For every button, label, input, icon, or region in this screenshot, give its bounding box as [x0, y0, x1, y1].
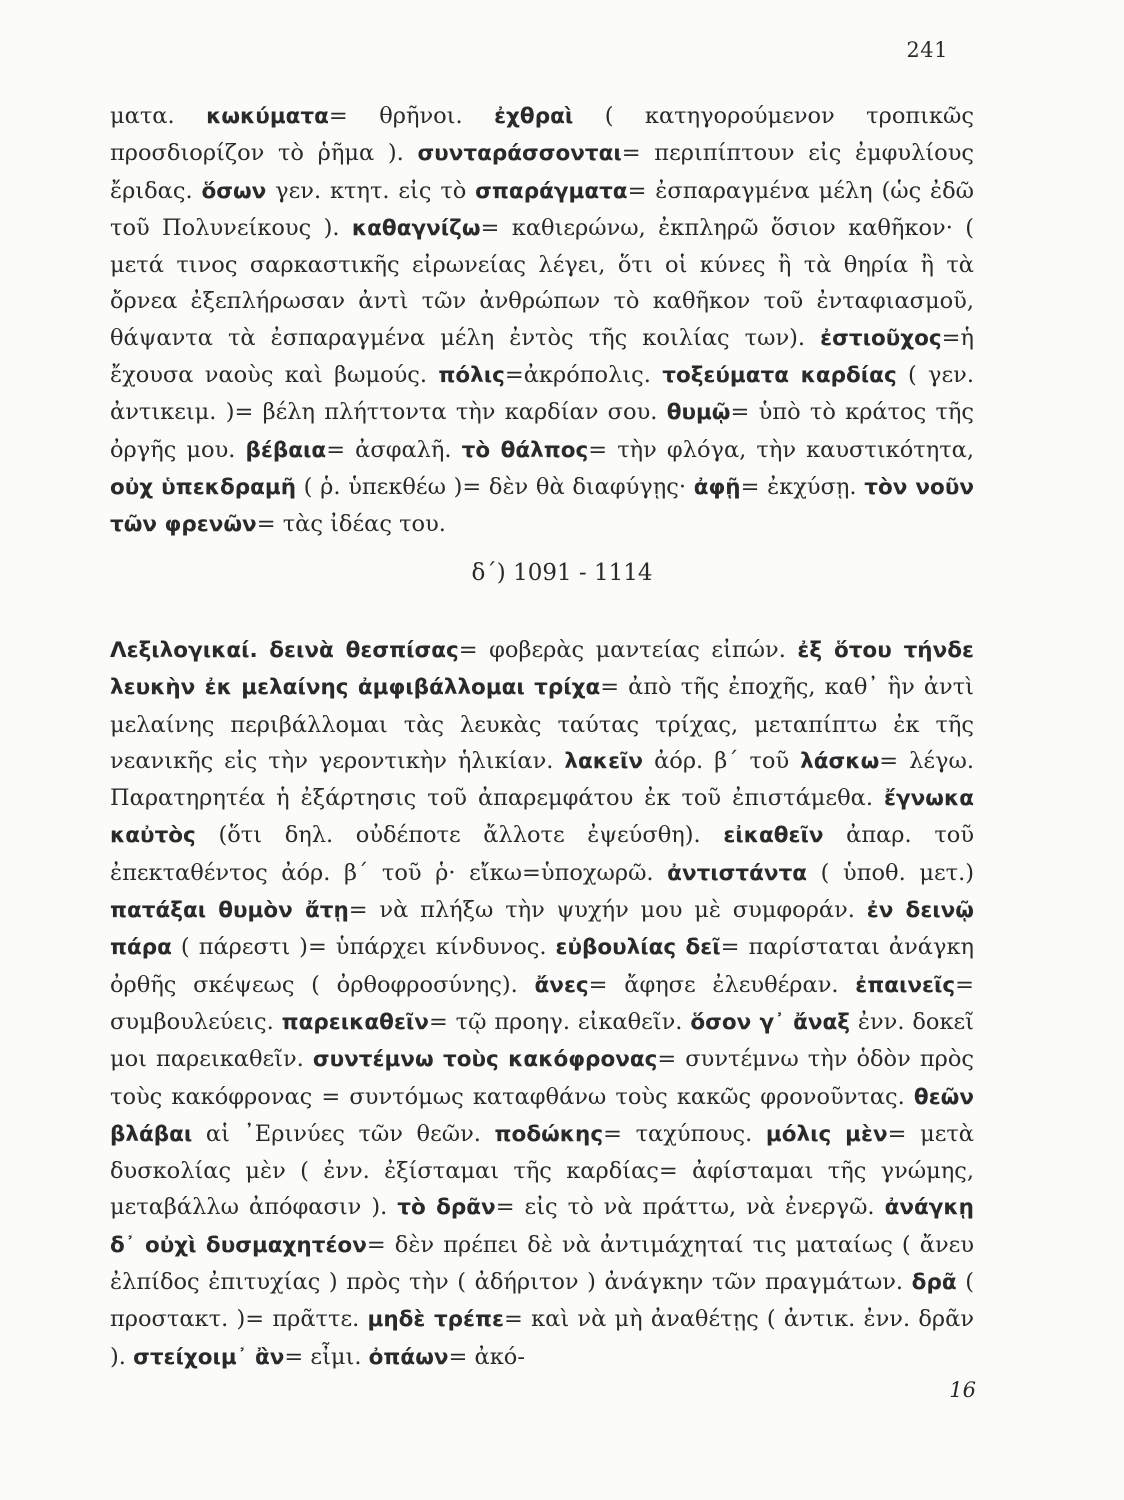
headword: εἰκαθεῖν: [723, 823, 824, 849]
headword: βέβαια: [245, 437, 327, 463]
headword: ἀντιστάντα: [667, 860, 808, 886]
gloss-text: = τῷ προηγ. εἰκαθεῖν.: [428, 1008, 691, 1035]
gloss-text: = καθιερώνω, ἐκπληρῶ ὅσιον καθῆκον· ( μετά τινος σαρκαστικῆς εἰρωνείας λέγει, ὅτι οἱ κύνες ἢ τὰ θηρία ἢ τὰ ὄρνεα ἐξεπλήρωσαν ἀντὶ τῶν ἀνθρώπων τὸ καθῆκον τοῦ ἐνταφιασμοῦ, θάψαντα τὰ ἐσπαραγμένα μέλη ἐντὸς τῆς κοιλίας των).: [110, 214, 974, 351]
headword: εὐβουλίας δεῖ: [555, 935, 721, 961]
headword: ἐξ ὅτου τήνδε λευκὴν ἐκ μελαίνης ἀμφιβάλλομαι τρίχα: [110, 638, 975, 701]
headword: οὐχ ὑπεκδραμῆ: [110, 474, 296, 500]
gloss-text: ( κατηγορούμενον τροπικῶς προσδιορίζον τὸ ῥῆμα ).: [110, 103, 975, 167]
headword: ὅσον γ᾽ ἄναξ: [690, 1009, 851, 1035]
gloss-text: ( προστακτ. )= πρᾶττε.: [110, 1269, 974, 1333]
headword: τὸ δρᾶν: [397, 1195, 496, 1221]
gloss-text: ἀόρ. β΄ τοῦ: [643, 747, 801, 774]
headword: θεῶν βλάβαι: [110, 1084, 974, 1147]
headword: ἐν δεινῷ πάρα: [110, 898, 974, 961]
gloss-text: = μετὰ δυσκολίας μὲν ( ἐνν. ἐξίσταμαι τῆς καρδίας= ἀφίσταμαι τῆς γνώμης, μεταβάλλω ἀπόφασιν ).: [110, 1120, 974, 1221]
headword: καθαγνίζω: [351, 215, 481, 241]
section-heading: δ΄) 1091 - 1114: [471, 560, 653, 586]
gloss-text: = ὑπὸ τὸ κράτος τῆς ὀργῆς μου.: [110, 399, 974, 463]
gloss-text: ματα.: [110, 103, 207, 129]
headword: τὸν νοῦν τῶν φρενῶν: [110, 474, 974, 538]
gloss-text: (ὅτι δηλ. οὐδέποτε ἄλλοτε ἐψεύσθη).: [195, 822, 724, 849]
headword: λακεῖν: [564, 748, 644, 774]
gloss-text: = ἀκό-: [448, 1343, 525, 1370]
gloss-text: = ἀσφαλῆ.: [326, 436, 462, 463]
gloss-text: [258, 637, 270, 663]
gloss-text: ( πάρεστι )= ὑπάρχει κίνδυνος.: [171, 934, 556, 961]
glossary-paragraph-top: [110, 98, 974, 544]
headword: μηδὲ τρέπε: [367, 1307, 504, 1333]
headword: ἀφῇ: [693, 474, 741, 500]
headword: θυμῷ: [666, 400, 731, 426]
headword: λάσκω: [800, 748, 880, 774]
headword: ἐχθραὶ: [494, 104, 574, 129]
gloss-text: = λέγω. Παρατηρητέα ἡ ἐξάρτησις τοῦ ἀπαρεμφάτου ἐκ τοῦ ἐπιστάμεθα.: [110, 747, 974, 812]
gloss-text: = ἐσπαραγμένα μέλη (ὡς ἐδῶ τοῦ Πολυνείκους ).: [110, 177, 974, 241]
gloss-text: = καὶ νὰ μὴ ἀναθέτῃς ( ἀντικ. ἐνν. δρᾶν ).: [110, 1306, 974, 1370]
gloss-text: ἀπαρ. τοῦ ἐπεκταθέντος ἀόρ. β΄ τοῦ ῥ· εἴκω=ὑποχωρῶ.: [110, 822, 975, 886]
gloss-text: = ἐκχύσῃ.: [740, 473, 865, 500]
gloss-text: ( γεν. ἀντικειμ. )= βέλη πλήττοντα τὴν καρδίαν σου.: [110, 362, 974, 426]
gloss-text: =ἡ ἔχουσα ναοὺς καὶ βωμούς.: [110, 324, 974, 389]
gloss-text: = συντέμνω τὴν ὁδὸν πρὸς τοὺς κακόφρονας = συντόμως καταφθάνω τοὺς κακῶς φρονοῦντας.: [110, 1046, 974, 1110]
gloss-text: = περιπίπτουν εἰς ἐμφυλίους ἔριδας.: [110, 140, 974, 204]
gloss-text: αἱ ᾽Ερινύες τῶν θεῶν.: [192, 1120, 495, 1147]
page-number: 241: [906, 38, 948, 62]
headword: δεινὰ θεσπίσας: [269, 638, 459, 663]
headword: Λεξιλογικαί.: [110, 638, 258, 663]
glossary-paragraph-lexical: [110, 632, 974, 1376]
headword: ἐστιοῦχος: [820, 325, 942, 351]
gloss-text: = ἀπὸ τῆς ἐποχῆς, καθ᾽ ἣν ἀντὶ μελαίνης περιβάλλομαι τὰς λευκὰς ταύτας τρίχας, μεταπίπτω ἐκ τῆς νεανικῆς εἰς τὴν γεροντικὴν ἡλικίαν.: [110, 674, 974, 774]
headword: τοξεύματα καρδίας: [662, 363, 897, 389]
signature-mark: 16: [949, 1378, 976, 1402]
gloss-text: = νὰ πλήξω τὴν ψυχήν μου μὲ συμφοράν.: [348, 897, 867, 924]
headword: πόλις: [438, 363, 505, 389]
gloss-text: ( ῥ. ὑπεκθέω )= δὲν θὰ διαφύγῃς·: [296, 473, 694, 500]
gloss-text: = τὰς ἰδέας του.: [256, 511, 446, 538]
headword: ἀνάγκῃ δ᾽ οὐχὶ δυσμαχητέον: [110, 1195, 974, 1258]
headword: ὀπάων: [368, 1344, 449, 1370]
gloss-text: = συμβουλεύεις.: [110, 971, 974, 1035]
gloss-text: γεν. κτητ. εἰς τὸ: [266, 177, 476, 204]
headword: ἐπαινεῖς: [855, 972, 956, 998]
gloss-text: = ἄφησε ἐλευθέραν.: [588, 971, 856, 998]
headword: ὅσων: [201, 178, 267, 204]
headword: κωκύματα: [206, 104, 329, 129]
gloss-text: = εἶμι.: [284, 1343, 369, 1370]
headword: παρεικαθεῖν: [281, 1009, 429, 1035]
headword: μόλις μὲν: [765, 1121, 888, 1147]
headword: συντέμνω τοὺς κακόφρονας: [312, 1047, 658, 1073]
gloss-text: = ταχύπους.: [603, 1120, 766, 1147]
headword: ἄνες: [534, 972, 589, 998]
headword: τὸ θάλπος: [461, 437, 589, 463]
headword: πατάξαι θυμὸν ἄτῃ: [110, 898, 349, 924]
gloss-text: ( ὑποθ. μετ.): [807, 859, 974, 886]
headword: ποδώκης: [494, 1121, 604, 1147]
gloss-text: = δὲν πρέπει δὲ νὰ ἀντιμάχηταί τις ματαίως ( ἄνευ ἐλπίδος ἐπιτυχίας ) πρὸς τὴν ( ἀδήριτον ) ἀνάγκην τῶν πραγμάτων.: [110, 1231, 974, 1296]
gloss-text: = φοβερὰς μαντείας εἰπών.: [458, 637, 798, 663]
gloss-text: = τὴν φλόγα, τὴν καυστικότητα,: [588, 436, 974, 463]
headword: ἔγνωκα καὐτὸς: [110, 786, 974, 849]
headword: στείχοιμ᾽ ἂν: [133, 1344, 285, 1370]
gloss-text: = θρῆνοι.: [328, 103, 495, 129]
headword: συνταράσσονται: [417, 141, 622, 167]
gloss-text: ἐνν. δοκεῖ μοι παρεικαθεῖν.: [110, 1008, 974, 1073]
gloss-text: = εἰς τὸ νὰ πράττω, νὰ ἐνεργῶ.: [495, 1194, 885, 1221]
gloss-text: =ἀκρόπολις.: [504, 362, 663, 389]
headword: δρᾶ: [911, 1270, 957, 1296]
headword: σπαράγματα: [475, 178, 628, 204]
gloss-text: = παρίσταται ἀνάγκη ὀρθῆς σκέψεως ( ὀρθοφροσύνης).: [110, 934, 974, 998]
